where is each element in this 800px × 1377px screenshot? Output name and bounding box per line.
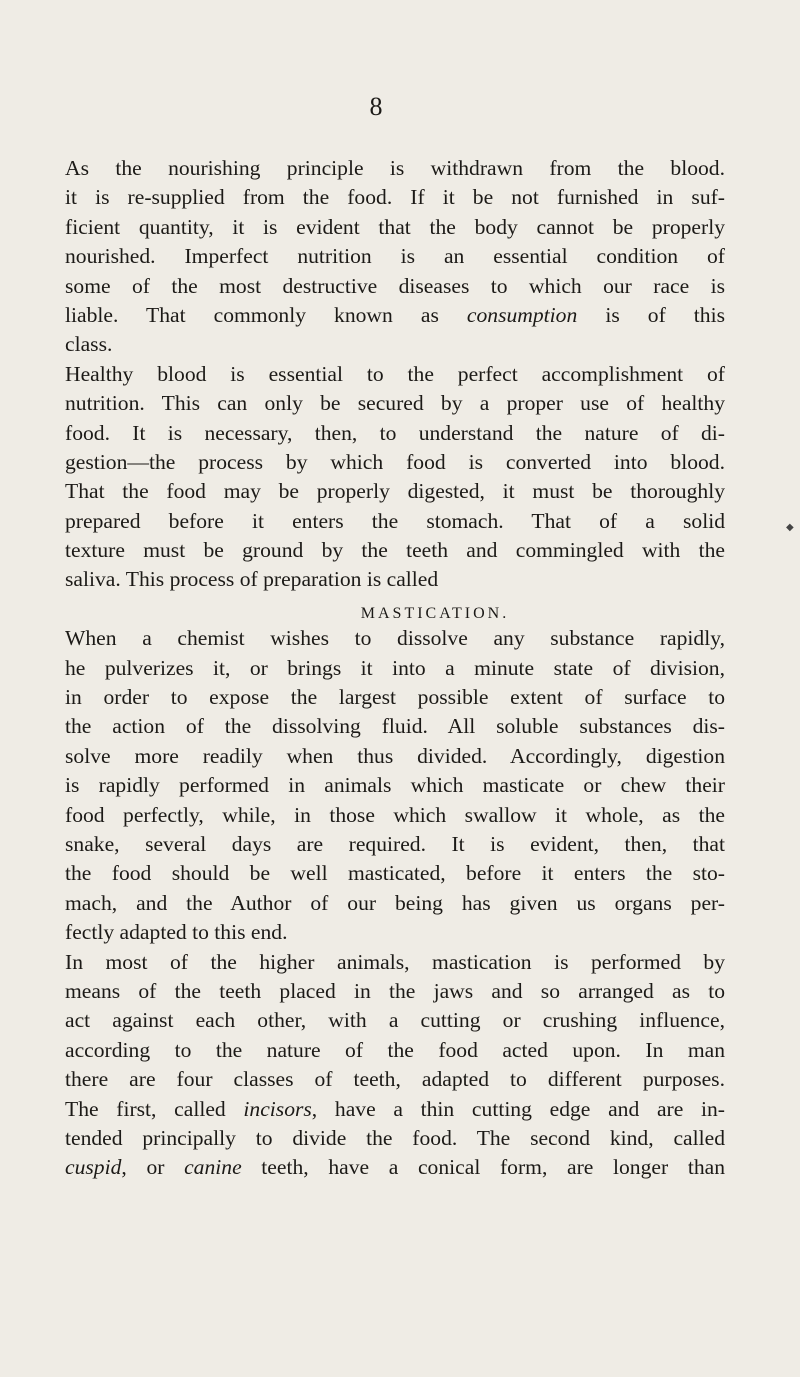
body-text (65, 154, 725, 1183)
italic-term: incisors (243, 1096, 312, 1121)
text-line: In most of the higher animals, mastication is performed by (65, 949, 725, 974)
text-line (65, 1153, 725, 1182)
text-line (65, 301, 725, 330)
text-span: liable. That commonly known as (65, 302, 467, 327)
text-line: As the nourishing principle is withdrawn from the blood. (65, 156, 725, 180)
text-line: When a chemist wishes to dissolve any substance rapidly, (65, 626, 725, 651)
text-line: food. It is necessary, then, to understand the nature of di- (65, 420, 725, 445)
text-line: the food should be well masticated, before it enters the sto- (65, 861, 725, 886)
margin-mark-icon: ◆ (786, 522, 794, 533)
text-line: That the food may be properly digested, it must be thoroughly (65, 479, 725, 504)
text-span: teeth, have a conical form, are longer than (241, 1155, 725, 1180)
text-line: nutrition. This can only be secured by a proper use of healthy (65, 391, 725, 416)
text-line: means of the teeth placed in the jaws and so arranged as to (65, 978, 725, 1003)
text-line: he pulverizes it, or brings it into a minute state of division, (65, 655, 725, 680)
text-line: act against each other, with a cutting or crushing influence, (65, 1008, 725, 1033)
text-span: , or (121, 1155, 185, 1180)
text-line: tended principally to divide the food. The second kind, called (65, 1125, 725, 1150)
text-line: prepared before it enters the stomach. That of a solid (65, 508, 725, 533)
text-line: fectly adapted to this end. (65, 920, 288, 945)
text-line: solve more readily when thus divided. Accordingly, digestion (65, 743, 725, 768)
page-number: 8 (369, 92, 383, 121)
text-line: according to the nature of the food acted upon. In man (65, 1037, 725, 1062)
italic-term: canine (184, 1155, 242, 1180)
text-line: is rapidly performed in animals which masticate or chew their (65, 773, 725, 798)
text-span: is of this (577, 302, 725, 327)
text-line: gestion—the process by which food is converted into blood. (65, 449, 725, 474)
italic-term: cuspid (65, 1155, 122, 1180)
section-heading: MASTICATION. (360, 604, 510, 622)
text-line: ficient quantity, it is evident that the body cannot be properly (65, 214, 725, 239)
text-line: mach, and the Author of our being has given us organs per- (65, 890, 725, 915)
text-line: class. (65, 332, 113, 357)
text-line: nourished. Imperfect nutrition is an essential condition of (65, 244, 725, 269)
text-line: some of the most destructive diseases to which our race is (65, 273, 725, 298)
text-span: The first, called (65, 1096, 244, 1121)
text-line: texture must be ground by the teeth and commingled with the (65, 538, 725, 563)
text-span: , have a thin cutting edge and are in- (311, 1096, 725, 1121)
text-line: it is re-supplied from the food. If it be not furnished in suf- (65, 185, 725, 210)
text-line: food perfectly, while, in those which swallow it whole, as the (65, 802, 725, 827)
text-line: in order to expose the largest possible extent of surface to (65, 685, 725, 710)
text-line: there are four classes of teeth, adapted to different purposes. (65, 1067, 725, 1092)
text-line (65, 1095, 725, 1124)
italic-term: consumption (466, 302, 578, 327)
text-line: snake, several days are required. It is evident, then, that (65, 831, 725, 856)
text-line: saliva. This process of preparation is called (65, 567, 439, 592)
text-line: the action of the dissolving fluid. All soluble substances dis- (65, 714, 725, 739)
text-line: Healthy blood is essential to the perfect accomplishment of (65, 361, 725, 386)
